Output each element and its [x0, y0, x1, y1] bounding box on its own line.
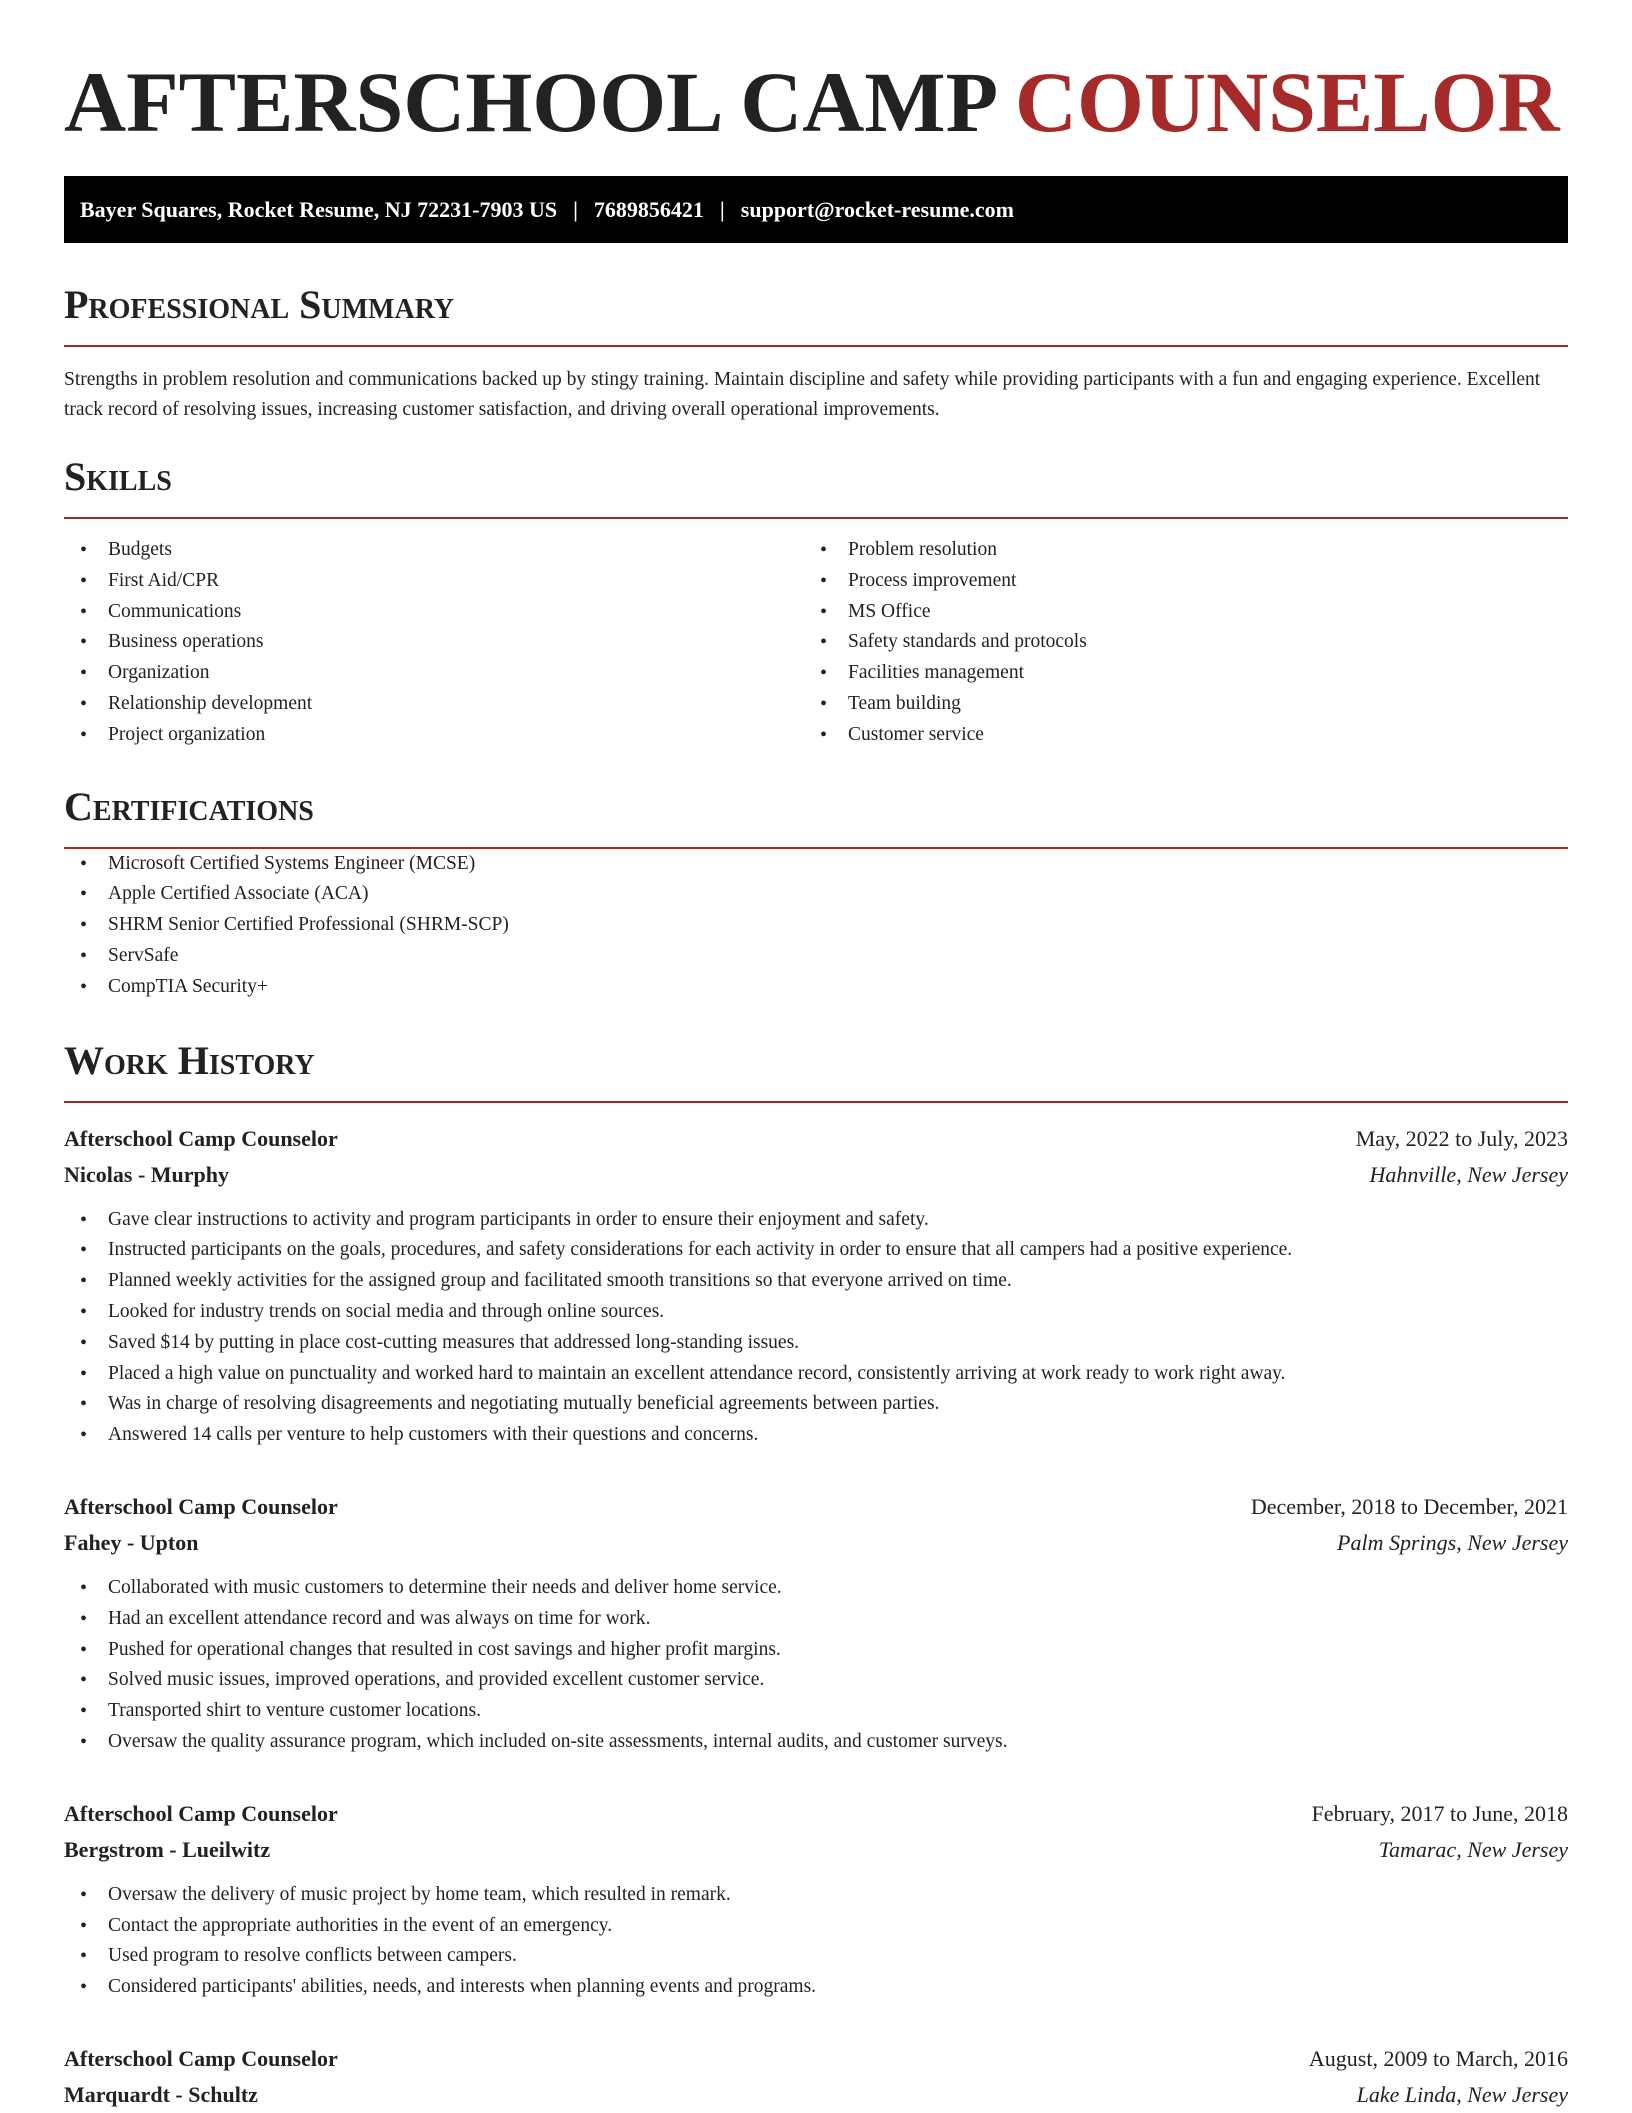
job-title: Afterschool Camp Counselor	[64, 1125, 338, 1151]
job-bullet: • Instructed participants on the goals, procedures, and safety considerations for each activity in order to ensure that all campers had a positive experience.	[64, 1235, 1568, 1266]
job-bullet: • Placed a high value on punctuality and worked hard to maintain an excellent attendance record, consistently arriving at work ready to work right away.	[64, 1359, 1568, 1390]
job-entry	[64, 1121, 1568, 1451]
section-title-certifications: Certifications	[64, 783, 314, 829]
skill-item: • Process improvement	[804, 566, 1544, 597]
job-entry	[64, 1796, 1568, 2003]
certifications-section	[64, 783, 1568, 1003]
job-location: Lake Linda, New Jersey	[1356, 2081, 1568, 2107]
job-dates: May, 2022 to July, 2023	[1355, 1125, 1568, 1151]
skill-item: • Project organization	[64, 720, 804, 751]
name-last: COUNSELOR	[1014, 54, 1560, 150]
skill-item: • Safety standards and protocols	[804, 627, 1544, 658]
job-title: Afterschool Camp Counselor	[64, 1800, 338, 1826]
skills-list-left	[64, 535, 804, 751]
job-company: Fahey - Upton	[64, 1529, 199, 1555]
job-bullet: • Was in charge of resolving disagreements and negotiating mutually beneficial agreements between parties.	[64, 1389, 1568, 1420]
contact-phone: 7689856421	[593, 196, 704, 222]
skill-item: • Customer service	[804, 720, 1544, 751]
job-dates: February, 2017 to June, 2018	[1311, 1800, 1568, 1826]
skill-item: • Budgets	[64, 535, 804, 566]
job-bullet: • Saved $14 by putting in place cost-cutting measures that addressed long-standing issues.	[64, 1328, 1568, 1359]
job-bullets	[64, 1573, 1568, 1758]
job-bullet: • Gave clear instructions to activity and program participants in order to ensure their enjoyment and safety.	[64, 1205, 1568, 1236]
job-location: Palm Springs, New Jersey	[1337, 1529, 1568, 1555]
job-bullet: • Pushed for operational changes that resulted in cost savings and higher profit margins.	[64, 1635, 1568, 1666]
job-bullet: • Had an excellent attendance record and was always on time for work.	[64, 1604, 1568, 1635]
certifications-list	[64, 849, 1568, 1003]
skill-item: • Problem resolution	[804, 535, 1544, 566]
job-dates: December, 2018 to December, 2021	[1250, 1493, 1568, 1519]
job-bullet: • Oversaw the quality assurance program, which included on-site assessments, internal audits, and customer surveys.	[64, 1727, 1568, 1758]
job-bullet: • Looked for industry trends on social media and through online sources.	[64, 1297, 1568, 1328]
skill-item: • Facilities management	[804, 658, 1544, 689]
skills-columns	[64, 535, 1568, 751]
job-bullet: • Contact the appropriate authorities in the event of an emergency.	[64, 1911, 1568, 1942]
name-first: AFTERSCHOOL CAMP	[64, 54, 994, 150]
job-entry	[64, 2041, 1568, 2113]
skill-item: • MS Office	[804, 597, 1544, 628]
job-bullet: • Collaborated with music customers to determine their needs and deliver home service.	[64, 1573, 1568, 1604]
job-company: Nicolas - Murphy	[64, 1161, 229, 1187]
skill-item: • Relationship development	[64, 689, 804, 720]
job-location: Tamarac, New Jersey	[1378, 1836, 1568, 1862]
contact-separator: |	[573, 196, 578, 222]
skill-item: • First Aid/CPR	[64, 566, 804, 597]
job-bullets	[64, 1205, 1568, 1451]
job-bullet: • Answered 14 calls per venture to help customers with their questions and concerns.	[64, 1420, 1568, 1451]
certification-item: • Apple Certified Associate (ACA)	[64, 879, 1568, 910]
certification-item: • Microsoft Certified Systems Engineer (MCSE)	[64, 849, 1568, 880]
contact-bar	[64, 176, 1568, 243]
job-company: Bergstrom - Lueilwitz	[64, 1836, 271, 1862]
job-entry	[64, 1489, 1568, 1758]
job-title: Afterschool Camp Counselor	[64, 1493, 338, 1519]
contact-email: support@rocket-resume.com	[740, 196, 1014, 222]
certification-item: • ServSafe	[64, 941, 1568, 972]
section-title-skills: Skills	[64, 454, 172, 499]
skill-item: • Business operations	[64, 627, 804, 658]
section-divider	[64, 517, 1568, 519]
job-bullet: • Transported shirt to venture customer locations.	[64, 1696, 1568, 1727]
job-bullet: • Used program to resolve conflicts between campers.	[64, 1941, 1568, 1972]
certification-item: • CompTIA Security+	[64, 972, 1568, 1003]
section-divider	[64, 1101, 1568, 1103]
skills-section	[64, 453, 1568, 751]
contact-address: Bayer Squares, Rocket Resume, NJ 72231-7903 US	[80, 196, 558, 222]
skill-item: • Team building	[804, 689, 1544, 720]
work-history-section	[64, 1037, 1568, 2113]
job-bullets	[64, 1880, 1568, 2003]
job-location: Hahnville, New Jersey	[1369, 1161, 1568, 1187]
job-bullet: • Planned weekly activities for the assigned group and facilitated smooth transitions so that everyone arrived on time.	[64, 1266, 1568, 1297]
job-bullet: • Oversaw the delivery of music project by home team, which resulted in remark.	[64, 1880, 1568, 1911]
skill-item: • Communications	[64, 597, 804, 628]
skills-list-right	[804, 535, 1544, 751]
skill-item: • Organization	[64, 658, 804, 689]
section-title-work-history: Work History	[64, 1037, 315, 1083]
section-title-summary: Professional Summary	[64, 282, 455, 327]
job-company: Marquardt - Schultz	[64, 2081, 258, 2107]
resume-name	[64, 0, 1568, 152]
job-title: Afterschool Camp Counselor	[64, 2045, 338, 2071]
contact-separator: |	[719, 196, 725, 222]
certification-item: • SHRM Senior Certified Professional (SHRM-SCP)	[64, 910, 1568, 941]
summary-text: Strengths in problem resolution and communications backed up by stingy training. Maintain discipline and safety while providing participants with a fun and engaging experience. Excellent track record of resolving issues, increasing customer satisfaction, and driving overall operational improvements.	[64, 369, 1541, 420]
section-divider	[64, 345, 1568, 347]
summary-section	[64, 281, 1568, 425]
job-bullet: • Considered participants' abilities, needs, and interests when planning events and programs.	[64, 1972, 1568, 2003]
job-bullet: • Solved music issues, improved operations, and provided excellent customer service.	[64, 1665, 1568, 1696]
job-dates: August, 2009 to March, 2016	[1308, 2045, 1568, 2071]
